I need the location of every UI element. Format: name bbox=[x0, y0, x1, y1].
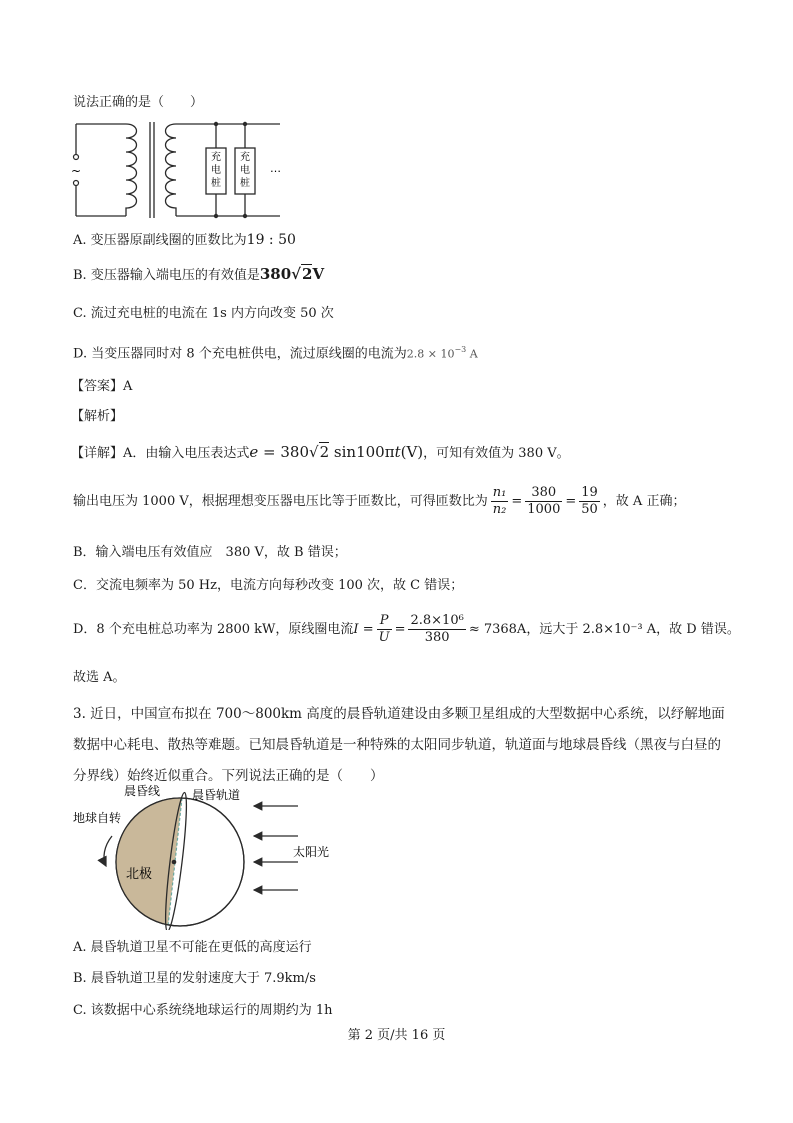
q3-option-a[interactable]: A. 晨昏轨道卫星不可能在更低的高度运行 bbox=[73, 940, 312, 955]
detail-line-2: 输出电压为 1000 V，根据理想变压器电压比等于匝数比，可得匝数比为 $\frac{\text{n₁}}{\text{n₂}}$ = $\frac{380}{1000}$ = $\frac{19}{50}$ ，故 A 正确； bbox=[73, 485, 686, 517]
answer-label: 【答案】A bbox=[71, 379, 133, 394]
terminal-bottom bbox=[74, 181, 79, 186]
option-b[interactable]: B. 变压器输入端电压的有效值是380√2V bbox=[73, 265, 325, 283]
option-c[interactable]: C. 流过充电桩的电流在 1s 内方向改变 50 次 bbox=[73, 306, 334, 321]
sunlight-label: 太阳光 bbox=[293, 845, 330, 859]
pile-char: 电 bbox=[211, 165, 221, 176]
terminator-label: 晨昏线 bbox=[124, 784, 161, 798]
option-a-math: 19 : 50 bbox=[246, 232, 296, 248]
option-b-text: B. 变压器输入端电压的有效值是 bbox=[73, 268, 260, 283]
detail-line-1: 【详解】A．由输入电压表达式e = 380√2 sin100πt(V)，可知有效值为 380 V。 bbox=[71, 443, 570, 461]
dawn-dusk-orbit-figure bbox=[68, 784, 343, 930]
analysis-label: 【解析】 bbox=[71, 409, 124, 424]
earth-rotation-arrow bbox=[104, 836, 112, 866]
q3-option-c[interactable]: C. 该数据中心系统绕地球运行的周期约为 1h bbox=[73, 1003, 333, 1018]
detail-line-5: D．8 个充电桩总功率为 2800 kW，原线圈电流I = $\frac{P}{U}$ = $\frac{\text{2.8×10⁶}}{380}$ ≈ 7368A，远大于 2.8×10⁻³ A，故 D 错误。 bbox=[73, 613, 740, 645]
question-stem-tail: 说法正确的是（ ） bbox=[73, 95, 204, 110]
option-d-exp: −3 bbox=[454, 345, 467, 354]
terminal-top bbox=[74, 155, 79, 160]
pile-char: 充 bbox=[211, 152, 221, 163]
orbit-label: 晨昏轨道 bbox=[192, 788, 241, 802]
north-pole-label: 北极 bbox=[126, 867, 153, 882]
option-d-text: D. 当变压器同时对 8 个充电桩供电，流过原线圈的电流为 bbox=[73, 346, 407, 362]
option-d-math: 2.8 × 10 bbox=[406, 347, 455, 361]
charging-pile-2-label bbox=[240, 150, 250, 189]
option-b-unit: V bbox=[312, 265, 325, 283]
detail-line-4: C．交流电频率为 50 Hz，电流方向每秒改变 100 次，故 C 错误； bbox=[73, 578, 464, 593]
option-d-unit: A bbox=[469, 347, 478, 361]
conclusion: 故选 A。 bbox=[73, 670, 126, 685]
question-3-stem: 3. 近日，中国宣布拟在 700～800km 高度的晨昏轨道建设由多颗卫星组成的大型数据中心系统，以纾解地面数据中心耗电、散热等难题。已知晨昏轨道是一种特殊的太阳同步轨道，轨道面与地球晨昏线（黑夜与白昼的分界线）始终近似重合。下列说法正确的是（ ） bbox=[73, 706, 725, 784]
transformer-circuit-diagram bbox=[70, 118, 290, 222]
charging-pile-1-label bbox=[211, 150, 221, 189]
page-footer: 第 2 页/共 16 页 bbox=[347, 1028, 446, 1043]
pile-char: 桩 bbox=[211, 178, 221, 189]
option-a[interactable] bbox=[73, 230, 296, 251]
pile-char: 桩 bbox=[240, 178, 250, 189]
q3-option-b[interactable]: B. 晨昏轨道卫星的发射速度大于 7.9km/s bbox=[73, 971, 316, 986]
detail-line-3: B．输入端电压有效值应 380 V，故 B 错误； bbox=[73, 545, 347, 560]
option-a-text: A. 变压器原副线圈的匝数比为 bbox=[73, 233, 247, 248]
north-pole-dot bbox=[172, 860, 177, 865]
more-piles-ellipsis: … bbox=[270, 162, 281, 175]
pile-char: 充 bbox=[240, 152, 250, 163]
ac-source-symbol: ~ bbox=[71, 164, 82, 178]
rotation-label: 地球自转 bbox=[73, 811, 122, 825]
pile-char: 电 bbox=[240, 165, 250, 176]
option-b-root: 2 bbox=[302, 265, 313, 283]
option-b-math: 380 bbox=[259, 265, 292, 283]
option-d[interactable] bbox=[73, 340, 478, 364]
